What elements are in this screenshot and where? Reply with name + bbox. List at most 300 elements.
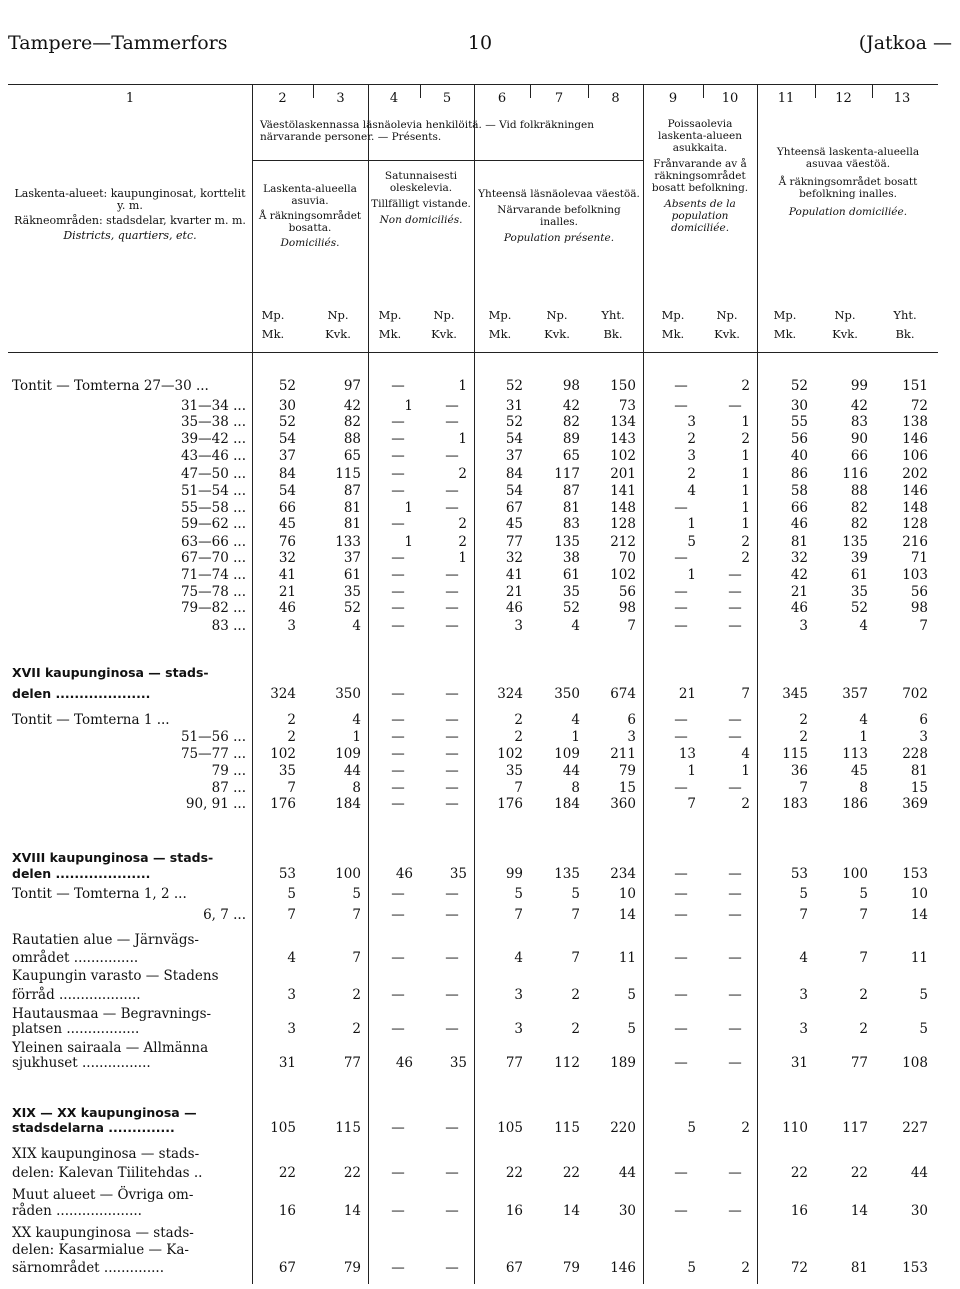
cell-value: 37 bbox=[278, 448, 296, 464]
cell-value: 360 bbox=[610, 796, 636, 812]
unit-label: Bk. bbox=[603, 327, 623, 341]
cell-value: — bbox=[728, 1203, 742, 1219]
cell-value: 115 bbox=[554, 1120, 580, 1136]
cell-value: 102 bbox=[270, 746, 296, 762]
domiciled-header-fr: Domiciliés. bbox=[280, 237, 340, 249]
cell-value: 228 bbox=[902, 746, 928, 762]
row-label: förråd ................... bbox=[12, 987, 141, 1003]
cell-value: 115 bbox=[335, 466, 361, 482]
cell-value: 146 bbox=[902, 483, 928, 499]
cell-value: — bbox=[674, 1021, 688, 1037]
row-label: området ............... bbox=[12, 950, 139, 966]
cell-value: 6 bbox=[919, 712, 928, 728]
cell-value: 1 bbox=[741, 466, 750, 482]
cell-value: 79 bbox=[343, 1260, 361, 1276]
section-label: XIX — XX kaupunginosa — bbox=[12, 1105, 197, 1120]
column-number: 3 bbox=[336, 91, 345, 106]
cell-value: 16 bbox=[278, 1203, 296, 1219]
cell-value: 3 bbox=[514, 618, 523, 634]
cell-value: 15 bbox=[910, 780, 928, 796]
cell-value: 702 bbox=[902, 686, 928, 702]
cell-value: 108 bbox=[902, 1055, 928, 1071]
cell-value: — bbox=[674, 398, 688, 414]
column-number: 9 bbox=[668, 91, 678, 106]
cell-value: 67 bbox=[278, 1260, 296, 1276]
cell-value: 148 bbox=[610, 500, 636, 516]
cell-value: 4 bbox=[571, 618, 580, 634]
cell-value: — bbox=[445, 1021, 459, 1037]
cell-value: — bbox=[445, 950, 459, 966]
column-number: 8 bbox=[611, 91, 620, 106]
cell-value: 46 bbox=[790, 600, 808, 616]
unit-label: Np. bbox=[716, 308, 738, 322]
cell-value: 1 bbox=[859, 729, 868, 745]
page-number: 10 bbox=[467, 32, 493, 54]
cell-value: 2 bbox=[799, 712, 808, 728]
row-label: Kaupungin varasto — Stadens bbox=[12, 968, 219, 984]
unit-label: Mk. bbox=[261, 327, 285, 341]
cell-value: 1 bbox=[741, 414, 750, 430]
cell-value: 103 bbox=[902, 567, 928, 583]
cell-value: 153 bbox=[902, 1260, 928, 1276]
cell-value: 100 bbox=[842, 866, 868, 882]
cell-value: 53 bbox=[790, 866, 808, 882]
cell-value: 151 bbox=[902, 378, 928, 394]
cell-value: 4 bbox=[352, 712, 361, 728]
cell-value: 3 bbox=[799, 1021, 808, 1037]
row-label: 59—62 ... bbox=[180, 516, 246, 532]
cell-value: 8 bbox=[859, 780, 868, 796]
cell-value: 44 bbox=[618, 1165, 636, 1181]
cell-value: 369 bbox=[902, 796, 928, 812]
cell-value: 56 bbox=[618, 584, 636, 600]
cell-value: 1 bbox=[741, 448, 750, 464]
cell-value: 5 bbox=[627, 1021, 636, 1037]
cell-value: 46 bbox=[505, 600, 523, 616]
cell-value: 30 bbox=[790, 398, 808, 414]
cell-value: — bbox=[728, 584, 742, 600]
cell-value: 52 bbox=[505, 414, 523, 430]
cell-value: 4 bbox=[687, 483, 696, 499]
cell-value: 14 bbox=[618, 907, 636, 923]
cell-value: 46 bbox=[278, 600, 296, 616]
cell-value: — bbox=[445, 746, 459, 762]
col1-header-fr: Districts, quartiers, etc. bbox=[63, 229, 197, 242]
row-label: platsen ................. bbox=[12, 1021, 140, 1037]
cell-value: — bbox=[674, 600, 688, 616]
cell-value: — bbox=[674, 866, 688, 882]
cell-value: 135 bbox=[554, 866, 580, 882]
column-number: 12 bbox=[835, 91, 852, 106]
cell-value: — bbox=[391, 378, 405, 394]
cell-value: 176 bbox=[497, 796, 523, 812]
cell-value: 1 bbox=[404, 398, 413, 414]
present-total-header-fr: Population présente. bbox=[503, 232, 615, 244]
cell-value: 183 bbox=[782, 796, 808, 812]
cell-value: 30 bbox=[618, 1203, 636, 1219]
cell-value: 3 bbox=[627, 729, 636, 745]
cell-value: 128 bbox=[610, 516, 636, 532]
cell-value: — bbox=[391, 1203, 405, 1219]
page-header bbox=[8, 32, 952, 60]
cell-value: 46 bbox=[790, 516, 808, 532]
cell-value: 189 bbox=[610, 1055, 636, 1071]
cell-value: — bbox=[391, 987, 405, 1003]
cell-value: 77 bbox=[505, 534, 523, 550]
nondomiciled-header bbox=[370, 170, 472, 226]
cell-value: 5 bbox=[627, 987, 636, 1003]
cell-value: 5 bbox=[287, 886, 296, 902]
unit-label: Yht. bbox=[601, 308, 625, 322]
cell-value: — bbox=[674, 950, 688, 966]
cell-value: 73 bbox=[618, 398, 636, 414]
cell-value: 201 bbox=[610, 466, 636, 482]
col1-header-fi: Laskenta-alueet: kaupunginosat, korttelit y. m. bbox=[14, 187, 246, 212]
cell-value: — bbox=[445, 907, 459, 923]
cell-value: — bbox=[674, 1165, 688, 1181]
row-label: 63—66 ... bbox=[180, 534, 246, 550]
cell-value: 35 bbox=[562, 584, 580, 600]
cell-value: 14 bbox=[850, 1203, 868, 1219]
cell-value: — bbox=[445, 1203, 459, 1219]
cell-value: 67 bbox=[505, 500, 523, 516]
row-label: 39—42 ... bbox=[180, 431, 246, 447]
cell-value: 357 bbox=[842, 686, 868, 702]
absent-header-fi: Poissaolevia laskenta-alueen asukkaita. bbox=[658, 118, 742, 154]
cell-value: — bbox=[391, 712, 405, 728]
col-rule bbox=[474, 84, 475, 1284]
cell-value: 2 bbox=[514, 729, 523, 745]
cell-value: 3 bbox=[287, 987, 296, 1003]
cell-value: 2 bbox=[859, 1021, 868, 1037]
cell-value: 79 bbox=[562, 1260, 580, 1276]
cell-value: 10 bbox=[618, 886, 636, 902]
cell-value: — bbox=[391, 746, 405, 762]
cell-value: — bbox=[445, 500, 459, 516]
unit-label: Mp. bbox=[488, 308, 512, 322]
cell-value: 148 bbox=[902, 500, 928, 516]
unit-label: Np. bbox=[546, 308, 568, 322]
cell-value: 100 bbox=[335, 866, 361, 882]
cell-value: 35 bbox=[278, 763, 296, 779]
cell-value: 2 bbox=[741, 796, 750, 812]
cell-value: — bbox=[728, 398, 742, 414]
cell-value: 98 bbox=[910, 600, 928, 616]
cell-value: 16 bbox=[790, 1203, 808, 1219]
section-label: XVII kaupunginosa — stads- bbox=[12, 665, 209, 680]
cell-value: — bbox=[674, 907, 688, 923]
domiciled-header-fi: Laskenta-alueella asuvia. bbox=[263, 183, 357, 207]
col-rule bbox=[368, 84, 369, 1284]
header-top-rule bbox=[8, 84, 938, 85]
cell-value: 2 bbox=[741, 431, 750, 447]
cell-value: 1 bbox=[404, 500, 413, 516]
cell-value: 113 bbox=[842, 746, 868, 762]
cell-value: — bbox=[391, 516, 405, 532]
cell-value: 41 bbox=[278, 567, 296, 583]
cell-value: 81 bbox=[562, 500, 580, 516]
row-label: 67—70 ... bbox=[180, 550, 246, 566]
cell-value: 36 bbox=[790, 763, 808, 779]
cell-value: 21 bbox=[278, 584, 296, 600]
unit-label: Np. bbox=[327, 308, 349, 322]
absent-header-sv: Frånvarande av å räkningsområdet bosatt befolkning. bbox=[651, 158, 749, 194]
cell-value: 1 bbox=[352, 729, 361, 745]
cell-value: 128 bbox=[902, 516, 928, 532]
cell-value: — bbox=[674, 987, 688, 1003]
nondomiciled-header-sv: Tillfälligt vistande. bbox=[371, 198, 471, 210]
cell-value: — bbox=[445, 1165, 459, 1181]
domiciled-header bbox=[254, 183, 366, 249]
cell-value: 52 bbox=[278, 378, 296, 394]
cell-value: — bbox=[391, 567, 405, 583]
cell-value: — bbox=[391, 950, 405, 966]
cell-value: 72 bbox=[790, 1260, 808, 1276]
cell-value: 38 bbox=[562, 550, 580, 566]
cell-value: — bbox=[445, 600, 459, 616]
cell-value: 13 bbox=[678, 746, 696, 762]
cell-value: — bbox=[445, 780, 459, 796]
cell-value: — bbox=[391, 1021, 405, 1037]
column-number: 5 bbox=[442, 91, 452, 106]
section-label: delen .................... bbox=[12, 686, 151, 701]
cell-value: 30 bbox=[910, 1203, 928, 1219]
cell-value: 2 bbox=[514, 712, 523, 728]
unit-label: Yht. bbox=[893, 308, 917, 322]
row-label: 51—54 ... bbox=[180, 483, 246, 499]
cell-value: — bbox=[674, 712, 688, 728]
cell-value: 45 bbox=[278, 516, 296, 532]
cell-value: 35 bbox=[343, 584, 361, 600]
cell-value: 7 bbox=[687, 796, 696, 812]
cell-value: 4 bbox=[859, 712, 868, 728]
unit-label: Kvk. bbox=[544, 327, 570, 341]
cell-value: — bbox=[674, 1203, 688, 1219]
cell-value: 4 bbox=[287, 950, 296, 966]
cell-value: 66 bbox=[278, 500, 296, 516]
cell-value: 5 bbox=[687, 1120, 696, 1136]
domicile-total-header-sv: Å räkningsområdet bosatt befolkning inalles. bbox=[778, 176, 918, 200]
row-label: XX kaupunginosa — stads- bbox=[12, 1225, 194, 1241]
cell-value: 81 bbox=[850, 1260, 868, 1276]
cell-value: 42 bbox=[790, 567, 808, 583]
cell-value: 2 bbox=[741, 1120, 750, 1136]
cell-value: 7 bbox=[514, 780, 523, 796]
cell-value: 202 bbox=[902, 466, 928, 482]
cell-value: — bbox=[728, 907, 742, 923]
cell-value: 44 bbox=[562, 763, 580, 779]
cell-value: 15 bbox=[618, 780, 636, 796]
cell-value: 81 bbox=[343, 516, 361, 532]
row-label: 51—56 ... bbox=[180, 729, 246, 745]
cell-value: 153 bbox=[902, 866, 928, 882]
cell-value: 30 bbox=[278, 398, 296, 414]
unit-label: Mp. bbox=[378, 308, 402, 322]
cell-value: — bbox=[391, 780, 405, 796]
cell-value: 138 bbox=[902, 414, 928, 430]
cell-value: 186 bbox=[842, 796, 868, 812]
cell-value: 99 bbox=[850, 378, 868, 394]
cell-value: 83 bbox=[850, 414, 868, 430]
cell-value: 90 bbox=[850, 431, 868, 447]
cell-value: — bbox=[391, 483, 405, 499]
row-label: särnområdet .............. bbox=[12, 1260, 164, 1276]
cell-value: 7 bbox=[287, 907, 296, 923]
present-total-header bbox=[478, 188, 640, 244]
cell-value: 52 bbox=[850, 600, 868, 616]
unit-label: Bk. bbox=[895, 327, 915, 341]
cell-value: 2 bbox=[741, 534, 750, 550]
cell-value: 2 bbox=[458, 516, 467, 532]
row-label: Tontit — Tomterna 27—30 ... bbox=[12, 378, 209, 394]
cell-value: 45 bbox=[850, 763, 868, 779]
unit-label: Mk. bbox=[661, 327, 685, 341]
cell-value: 350 bbox=[554, 686, 580, 702]
cell-value: — bbox=[445, 729, 459, 745]
cell-value: 227 bbox=[902, 1120, 928, 1136]
row-label: Hautausmaa — Begravnings- bbox=[12, 1006, 212, 1022]
row-label: 75—77 ... bbox=[180, 746, 246, 762]
cell-value: 44 bbox=[910, 1165, 928, 1181]
cell-value: 54 bbox=[278, 431, 296, 447]
cell-value: 79 bbox=[618, 763, 636, 779]
cell-value: 31 bbox=[505, 398, 523, 414]
column-number: 6 bbox=[497, 91, 507, 106]
cell-value: 11 bbox=[910, 950, 928, 966]
cell-value: — bbox=[391, 796, 405, 812]
cell-value: 31 bbox=[790, 1055, 808, 1071]
cell-value: 54 bbox=[505, 431, 523, 447]
cell-value: — bbox=[391, 584, 405, 600]
cell-value: 21 bbox=[790, 584, 808, 600]
cell-value: 72 bbox=[910, 398, 928, 414]
section-label: stadsdelarna .............. bbox=[12, 1120, 175, 1135]
cell-value: 82 bbox=[850, 516, 868, 532]
cell-value: — bbox=[445, 567, 459, 583]
cell-value: — bbox=[674, 729, 688, 745]
cell-value: — bbox=[674, 1055, 688, 1071]
unit-label: Kvk. bbox=[714, 327, 740, 341]
cell-value: 117 bbox=[554, 466, 580, 482]
running-title-right: (Jatkoa — bbox=[858, 32, 952, 54]
cell-value: 2 bbox=[287, 712, 296, 728]
row-label: 47—50 ... bbox=[180, 466, 246, 482]
cell-value: 11 bbox=[618, 950, 636, 966]
row-label: 6, 7 ... bbox=[203, 907, 246, 923]
cell-value: 8 bbox=[571, 780, 580, 796]
cell-value: 21 bbox=[505, 584, 523, 600]
cell-value: 2 bbox=[458, 534, 467, 550]
cell-value: 81 bbox=[790, 534, 808, 550]
cell-value: — bbox=[445, 414, 459, 430]
row-label: 43—46 ... bbox=[180, 448, 246, 464]
cell-value: 110 bbox=[782, 1120, 808, 1136]
cell-value: 88 bbox=[850, 483, 868, 499]
cell-value: 82 bbox=[343, 414, 361, 430]
cell-value: — bbox=[445, 1120, 459, 1136]
cell-value: 5 bbox=[799, 886, 808, 902]
cell-value: 5 bbox=[687, 534, 696, 550]
cell-value: 77 bbox=[505, 1055, 523, 1071]
cell-value: 52 bbox=[505, 378, 523, 394]
cell-value: 4 bbox=[352, 618, 361, 634]
cell-value: 7 bbox=[741, 686, 750, 702]
cell-value: — bbox=[391, 886, 405, 902]
cell-value: 2 bbox=[687, 466, 696, 482]
cell-value: 42 bbox=[562, 398, 580, 414]
cell-value: — bbox=[445, 712, 459, 728]
cell-value: — bbox=[391, 1120, 405, 1136]
cell-value: 1 bbox=[741, 516, 750, 532]
cell-value: 67 bbox=[505, 1260, 523, 1276]
cell-value: — bbox=[674, 886, 688, 902]
cell-value: 324 bbox=[270, 686, 296, 702]
row-label: 55—58 ... bbox=[180, 500, 246, 516]
cell-value: 102 bbox=[497, 746, 523, 762]
cell-value: 82 bbox=[850, 500, 868, 516]
cell-value: 7 bbox=[352, 907, 361, 923]
cell-value: 2 bbox=[687, 431, 696, 447]
cell-value: 4 bbox=[741, 746, 750, 762]
cell-value: 40 bbox=[790, 448, 808, 464]
row-label: 75—78 ... bbox=[180, 584, 246, 600]
cell-value: — bbox=[674, 550, 688, 566]
cell-value: 1 bbox=[741, 500, 750, 516]
cell-value: 83 bbox=[562, 516, 580, 532]
cell-value: — bbox=[728, 780, 742, 796]
cell-value: 7 bbox=[287, 780, 296, 796]
cell-value: 102 bbox=[610, 567, 636, 583]
cell-value: 22 bbox=[562, 1165, 580, 1181]
cell-value: 5 bbox=[352, 886, 361, 902]
cell-value: 81 bbox=[343, 500, 361, 516]
row-label: Yleinen sairaala — Allmänna bbox=[12, 1040, 209, 1056]
cell-value: 14 bbox=[910, 907, 928, 923]
cell-value: 42 bbox=[850, 398, 868, 414]
row-label: 79—82 ... bbox=[180, 600, 246, 616]
cell-value: — bbox=[674, 500, 688, 516]
nondomiciled-header-fr: Non domiciliés. bbox=[379, 214, 463, 226]
cell-value: 7 bbox=[571, 907, 580, 923]
absent-header bbox=[645, 118, 755, 234]
unit-label: Mp. bbox=[261, 308, 285, 322]
section-label: delen .................... bbox=[12, 866, 151, 881]
cell-value: — bbox=[728, 1055, 742, 1071]
column-number: 7 bbox=[554, 91, 564, 106]
cell-value: 77 bbox=[343, 1055, 361, 1071]
row-label: sjukhuset ................ bbox=[12, 1055, 151, 1071]
cell-value: 56 bbox=[910, 584, 928, 600]
present-total-header-fi: Yhteensä läsnäolevaa väestöä. bbox=[478, 188, 640, 200]
cell-value: 674 bbox=[610, 686, 636, 702]
cell-value: 76 bbox=[278, 534, 296, 550]
cell-value: 32 bbox=[790, 550, 808, 566]
row-label: Muut alueet — Övriga om- bbox=[12, 1187, 194, 1203]
cell-value: 41 bbox=[505, 567, 523, 583]
cell-value: 1 bbox=[458, 431, 467, 447]
cell-value: 143 bbox=[610, 431, 636, 447]
row-label: 31—34 ... bbox=[180, 398, 246, 414]
cell-value: 99 bbox=[505, 866, 523, 882]
cell-value: — bbox=[728, 950, 742, 966]
cell-value: 45 bbox=[505, 516, 523, 532]
cell-value: 52 bbox=[278, 414, 296, 430]
cell-value: 350 bbox=[335, 686, 361, 702]
cell-value: 150 bbox=[610, 378, 636, 394]
cell-value: 5 bbox=[687, 1260, 696, 1276]
cell-value: 22 bbox=[343, 1165, 361, 1181]
cell-value: — bbox=[391, 448, 405, 464]
